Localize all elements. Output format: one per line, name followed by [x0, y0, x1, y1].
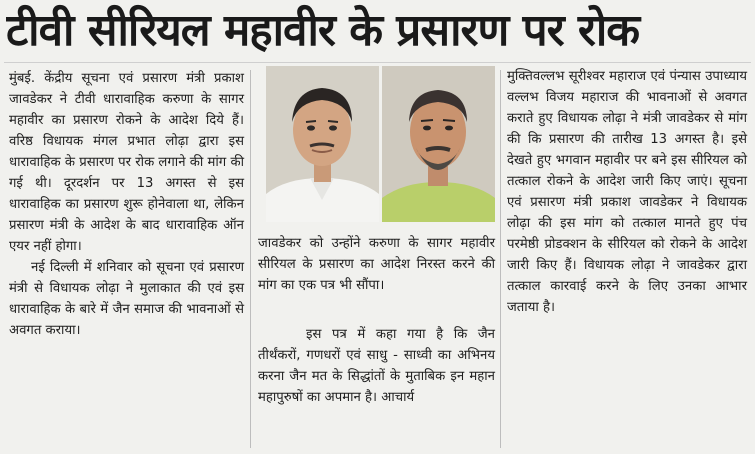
- middle-paragraph-2: इस पत्र में कहा गया है कि जैन तीर्थंकरों, गणधरों एवं साधु - साध्वी का अभिनय करना जैन मत के सिद्धांतों के मुताबिक इन महान महापुरुषों का अपमान है। आचार्य: [258, 327, 495, 405]
- headline: टीवी सीरियल महावीर के प्रसारण पर रोक: [6, 5, 640, 56]
- middle-paragraph-1: जावडेकर को उन्होंने करुणा के सागर महावीर सीरियल के प्रसारण का आदेश निरस्त करने की मांग का एक पत्र भी सौंपा।: [258, 236, 495, 293]
- right-paragraph-1: मुक्तिवल्लभ सूरीश्वर महाराज एवं पंन्यास उपाध्याय वल्लभ विजय महाराज की भावनाओं से अवगत कराते हुए विधायक लोढ़ा ने मंत्री जावडेकर से मांग की कि प्रसारण की तारीख 13 अगस्त है। इसे देखते हुए भगवान महावीर पर बने इस सीरियल को तत्काल रोकने के आदेश जारी किए जाएं। सूचना एवं प्रसारण मंत्री प्रकाश जावडेकर ने विधायक लोढ़ा की इस मांग को तत्काल मानते हुए पंच परमेष्ठी प्रोडक्शन के सीरियल को रोकने के आदेश जारी किए हैं। विधायक लोढ़ा ने जावडेकर द्वारा तत्काल कारवाई करने के लिए उनका आभार जताया है।: [507, 69, 747, 315]
- middle-column-top: [258, 233, 495, 296]
- photo-javadekar: [382, 66, 495, 222]
- column-divider-right: [500, 70, 501, 448]
- headline-rule: [4, 62, 751, 63]
- left-paragraph-1: मुंबई. केंद्रीय सूचना एवं प्रसारण मंत्री प्रकाश जावडेकर ने टीवी धारावाहिक करुणा के सागर महावीर का प्रसारण रोकने के आदेश दिये हैं। वरिष्ठ विधायक मंगल प्रभात लोढ़ा द्वारा इस धारावाहिक के प्रसारण पर रोक लगाने की मांग की गई थी। दूरदर्शन पर 13 अगस्त से इस धारावाहिक का प्रसारण शुरू होनेवाला था, लेकिन प्रसारण मंत्री के आदेश के बाद धारावाहिक ऑन एयर नहीं होगा।: [9, 71, 244, 254]
- right-column: [507, 66, 747, 318]
- photo-lodha: [266, 66, 379, 222]
- column-divider-left: [250, 70, 251, 448]
- left-column: [9, 68, 244, 341]
- left-paragraph-2: नई दिल्ली में शनिवार को सूचना एवं प्रसारण मंत्री से विधायक लोढ़ा ने मुलाकात की एवं इस धारावाहिक के बारे में जैन समाज की भावनाओं से अवगत कराया।: [9, 260, 244, 338]
- middle-column-bottom: [258, 324, 495, 408]
